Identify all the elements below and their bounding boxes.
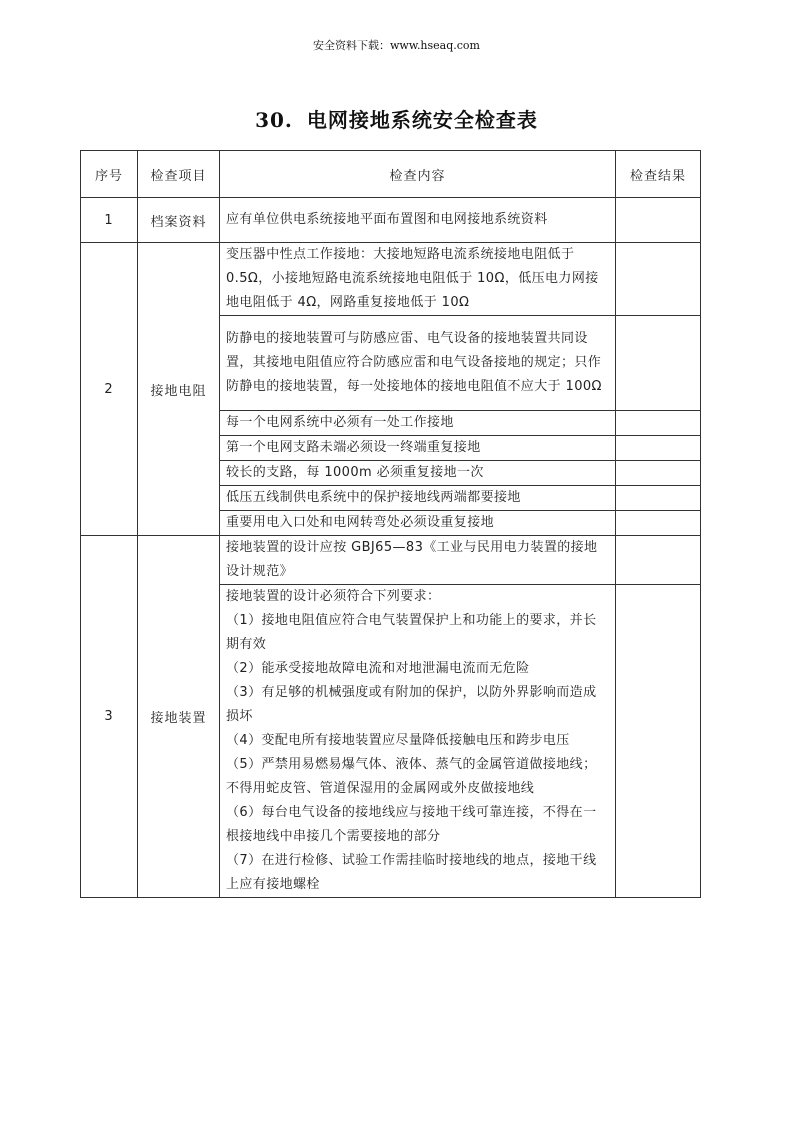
row-result-cell[interactable]	[616, 316, 701, 411]
column-header-seq: 序号	[81, 151, 138, 198]
row-content: 重要用电入口处和电网转弯处必须设重复接地	[220, 511, 616, 536]
table-row	[81, 536, 701, 585]
column-header-item: 检查项目	[138, 151, 220, 198]
row-seq: 2	[81, 243, 138, 536]
row-content: 变压器中性点工作接地：大接地短路电流系统接地电阻低于 0.5Ω，小接地短路电流系统接地电阻低于 10Ω，低压电力网接地电阻低于 4Ω，网路重复接地低于 10Ω	[220, 243, 616, 316]
row-seq: 3	[81, 536, 138, 898]
page-title	[0, 104, 793, 133]
column-header-result: 检查结果	[616, 151, 701, 198]
row-result-cell[interactable]	[616, 585, 701, 898]
row-content: 较长的支路，每 1000m 必须重复接地一次	[220, 461, 616, 486]
row-result-cell[interactable]	[616, 243, 701, 316]
row-content: 应有单位供电系统接地平面布置图和电网接地系统资料	[220, 198, 616, 243]
row-content: 接地装置的设计应按 GBJ65—83《工业与民用电力装置的接地设计规范》	[220, 536, 616, 585]
table-row	[81, 198, 701, 243]
table-header-row	[81, 151, 701, 198]
row-content: 低压五线制供电系统中的保护接地线两端都要接地	[220, 486, 616, 511]
row-content: 第一个电网支路未端必须设一终端重复接地	[220, 436, 616, 461]
row-item: 接地装置	[138, 536, 220, 898]
row-result-cell[interactable]	[616, 536, 701, 585]
column-header-content: 检查内容	[220, 151, 616, 198]
row-result-cell[interactable]	[616, 198, 701, 243]
row-result-cell[interactable]	[616, 511, 701, 536]
requirement-intro: 接地装置的设计必须符合下列要求：	[226, 589, 441, 604]
requirement-item: （7）在进行检修、试验工作需挂临时接地线的地点，接地干线上应有接地螺栓	[226, 853, 597, 892]
requirement-item: （4）变配电所有接地装置应尽量降低接触电压和跨步电压	[226, 733, 570, 748]
row-content: 防静电的接地装置可与防感应雷、电气设备的接地装置共同设置，其接地电阻值应符合防感应雷和电气设备接地的规定；只作防静电的接地装置，每一处接地体的接地电阻值不应大于 100Ω	[220, 316, 616, 411]
page-header-source: 安全资料下载：www.hseaq.com	[313, 39, 480, 52]
row-content: 每一个电网系统中必须有一处工作接地	[220, 411, 616, 436]
requirement-item: （1）接地电阻值应符合电气装置保护上和功能上的要求，并长期有效	[226, 613, 597, 652]
inspection-table	[80, 150, 701, 898]
requirement-item: （5）严禁用易燃易爆气体、液体、蒸气的金属管道做接地线；不得用蛇皮管、管道保湿用的金属网或外皮做接地线	[226, 757, 597, 796]
row-result-cell[interactable]	[616, 486, 701, 511]
row-result-cell[interactable]	[616, 436, 701, 461]
requirement-item: （6）每台电气设备的接地线应与接地干线可靠连接，不得在一根接地线中串接几个需要接地的部分	[226, 805, 597, 844]
row-result-cell[interactable]	[616, 461, 701, 486]
row-result-cell[interactable]	[616, 411, 701, 436]
title-number: 30.	[255, 108, 293, 132]
table-row	[81, 243, 701, 316]
requirement-item: （3）有足够的机械强度或有附加的保护，以防外界影响而造成损坏	[226, 685, 597, 724]
title-text: 电网接地系统安全检查表	[306, 108, 538, 132]
row-content-list	[220, 585, 616, 898]
row-item: 档案资料	[138, 198, 220, 243]
row-seq: 1	[81, 198, 138, 243]
row-item: 接地电阻	[138, 243, 220, 536]
requirement-item: （2）能承受接地故障电流和对地泄漏电流而无危险	[226, 661, 530, 676]
